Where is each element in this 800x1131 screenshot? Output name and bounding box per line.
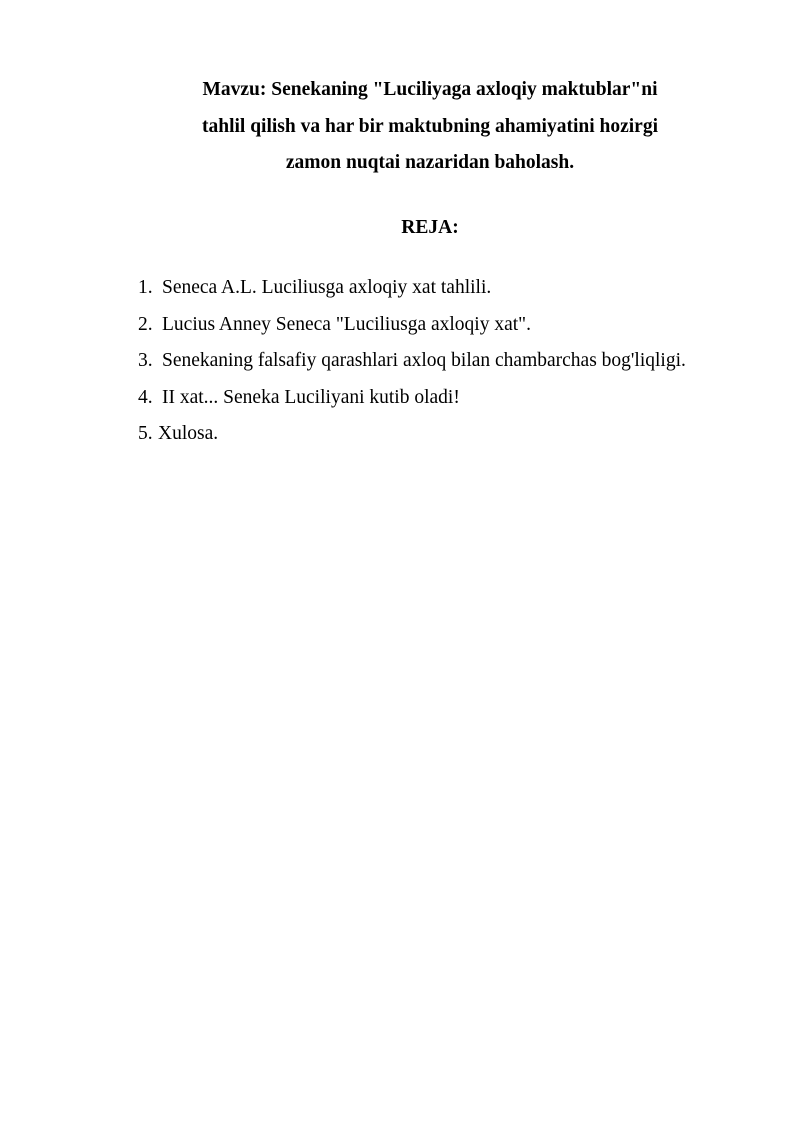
plan-item-number: 1. [138,277,153,298]
title-line-1: Mavzu: Senekaning "Luciliyaga axloqiy maktublar"ni [202,79,658,100]
document-title [130,72,730,182]
plan-item-text: Seneca A.L. Luciliusga axloqiy xat tahlili. [162,277,492,298]
plan-heading: REJA: [401,217,459,238]
plan-item-number: 2. [138,313,153,335]
plan-item-text: Xulosa. [158,423,219,444]
plan-list [138,270,686,453]
title-line-3: zamon nuqtai nazaridan baholash. [285,152,575,173]
plan-item-2 [138,307,686,344]
title-line-2: tahlil qilish va har bir maktubning ahamiyatini hozirgi [201,115,658,137]
plan-item-number: 3. [138,350,153,371]
plan-item-1 [138,270,686,307]
plan-item-number: 4. [138,386,153,408]
plan-item-3 [138,343,686,380]
plan-item-text: Lucius Anney Seneca "Luciliusga axloqiy xat". [162,313,531,335]
plan-item-4 [138,380,686,417]
plan-item-text: II xat... Seneka Luciliyani kutib oladi! [162,386,460,408]
plan-item-text: Senekaning falsafiy qarashlari axloq bilan chambarchas bog'liqligi. [162,350,686,371]
plan-item-number: 5. [138,423,153,444]
plan-item-5 [138,416,686,453]
